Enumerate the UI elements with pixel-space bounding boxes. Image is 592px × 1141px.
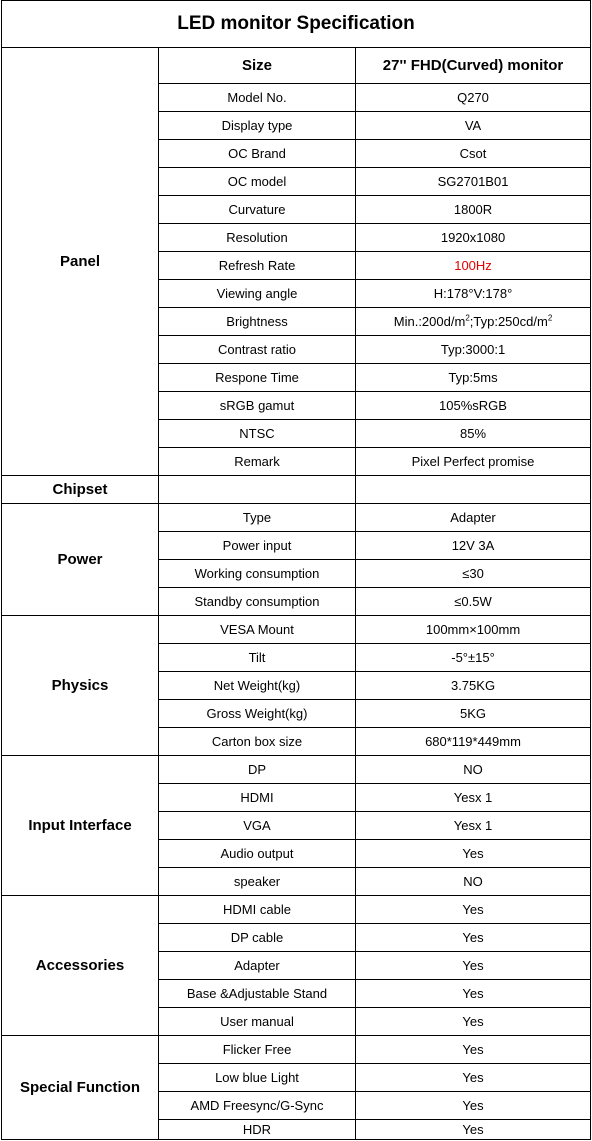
section-input-interface: Input Interface bbox=[2, 756, 159, 896]
spec-value: Yes bbox=[356, 840, 591, 868]
spec-value bbox=[356, 476, 591, 504]
spec-value: Yes bbox=[356, 1092, 591, 1120]
spec-value: NO bbox=[356, 868, 591, 896]
spec-label: Curvature bbox=[159, 196, 356, 224]
spec-value: ≤0.5W bbox=[356, 588, 591, 616]
spec-value: Adapter bbox=[356, 504, 591, 532]
spec-label: VGA bbox=[159, 812, 356, 840]
section-power: Power bbox=[2, 504, 159, 616]
spec-value: Yes bbox=[356, 896, 591, 924]
spec-value: Typ:3000:1 bbox=[356, 336, 591, 364]
spec-label: Power input bbox=[159, 532, 356, 560]
spec-label: User manual bbox=[159, 1008, 356, 1036]
page-title: LED monitor Specification bbox=[2, 1, 591, 48]
section-special-function: Special Function bbox=[2, 1036, 159, 1140]
spec-label: Gross Weight(kg) bbox=[159, 700, 356, 728]
spec-label: Remark bbox=[159, 448, 356, 476]
section-physics: Physics bbox=[2, 616, 159, 756]
spec-label: HDMI bbox=[159, 784, 356, 812]
spec-label: Resolution bbox=[159, 224, 356, 252]
size-value: 27'' FHD(Curved) monitor bbox=[356, 48, 591, 84]
spec-label: Flicker Free bbox=[159, 1036, 356, 1064]
refresh-rate-value: 100Hz bbox=[356, 252, 591, 280]
spec-label: Viewing angle bbox=[159, 280, 356, 308]
spec-value: 85% bbox=[356, 420, 591, 448]
spec-label: DP cable bbox=[159, 924, 356, 952]
section-panel: Panel bbox=[2, 48, 159, 476]
superscript: 2 bbox=[465, 313, 470, 323]
spec-value: Q270 bbox=[356, 84, 591, 112]
spec-value: VA bbox=[356, 112, 591, 140]
spec-value: 5KG bbox=[356, 700, 591, 728]
brightness-min: Min.:200d/m bbox=[393, 314, 466, 329]
spec-label: Net Weight(kg) bbox=[159, 672, 356, 700]
spec-label: Adapter bbox=[159, 952, 356, 980]
spec-label: HDMI cable bbox=[159, 896, 356, 924]
spec-label: sRGB gamut bbox=[159, 392, 356, 420]
spec-label: VESA Mount bbox=[159, 616, 356, 644]
spec-label: Respone Time bbox=[159, 364, 356, 392]
spec-label: Audio output bbox=[159, 840, 356, 868]
spec-label: OC model bbox=[159, 168, 356, 196]
brightness-value bbox=[356, 308, 591, 336]
spec-value: Yes bbox=[356, 924, 591, 952]
spec-value: 100mm×100mm bbox=[356, 616, 591, 644]
spec-value: Yes bbox=[356, 1036, 591, 1064]
spec-label: speaker bbox=[159, 868, 356, 896]
spec-label: NTSC bbox=[159, 420, 356, 448]
spec-value: H:178°V:178° bbox=[356, 280, 591, 308]
spec-label: Type bbox=[159, 504, 356, 532]
spec-value: Yesx 1 bbox=[356, 784, 591, 812]
spec-value: Yesx 1 bbox=[356, 812, 591, 840]
spec-label: Contrast ratio bbox=[159, 336, 356, 364]
spec-value: Yes bbox=[356, 980, 591, 1008]
spec-value: Yes bbox=[356, 1064, 591, 1092]
section-accessories: Accessories bbox=[2, 896, 159, 1036]
section-chipset: Chipset bbox=[2, 476, 159, 504]
spec-label: Base &Adjustable Stand bbox=[159, 980, 356, 1008]
spec-value: Csot bbox=[356, 140, 591, 168]
spec-label: HDR bbox=[159, 1120, 356, 1140]
spec-label: Display type bbox=[159, 112, 356, 140]
spec-value: NO bbox=[356, 756, 591, 784]
spec-value: 12V 3A bbox=[356, 532, 591, 560]
spec-value: 105%sRGB bbox=[356, 392, 591, 420]
spec-label: Model No. bbox=[159, 84, 356, 112]
spec-value: Yes bbox=[356, 1120, 591, 1140]
brightness-typ: ;Typ:250cd/m bbox=[469, 314, 548, 329]
spec-value: Yes bbox=[356, 952, 591, 980]
spec-label: Low blue Light bbox=[159, 1064, 356, 1092]
spec-value: Pixel Perfect promise bbox=[356, 448, 591, 476]
spec-label bbox=[159, 476, 356, 504]
spec-value: ≤30 bbox=[356, 560, 591, 588]
spec-value: 3.75KG bbox=[356, 672, 591, 700]
spec-value: Typ:5ms bbox=[356, 364, 591, 392]
spec-value: Yes bbox=[356, 1008, 591, 1036]
spec-label: Tilt bbox=[159, 644, 356, 672]
spec-label: DP bbox=[159, 756, 356, 784]
spec-label: Working consumption bbox=[159, 560, 356, 588]
spec-value: 680*119*449mm bbox=[356, 728, 591, 756]
spec-value: 1800R bbox=[356, 196, 591, 224]
spec-label: Refresh Rate bbox=[159, 252, 356, 280]
size-label: Size bbox=[159, 48, 356, 84]
spec-value: -5°±15° bbox=[356, 644, 591, 672]
spec-value: 1920x1080 bbox=[356, 224, 591, 252]
spec-label: AMD Freesync/G-Sync bbox=[159, 1092, 356, 1120]
spec-label: Standby consumption bbox=[159, 588, 356, 616]
superscript: 2 bbox=[547, 313, 553, 323]
spec-table bbox=[1, 0, 591, 1140]
spec-label: OC Brand bbox=[159, 140, 356, 168]
spec-label: Carton box size bbox=[159, 728, 356, 756]
spec-value: SG2701B01 bbox=[356, 168, 591, 196]
spec-label: Brightness bbox=[159, 308, 356, 336]
